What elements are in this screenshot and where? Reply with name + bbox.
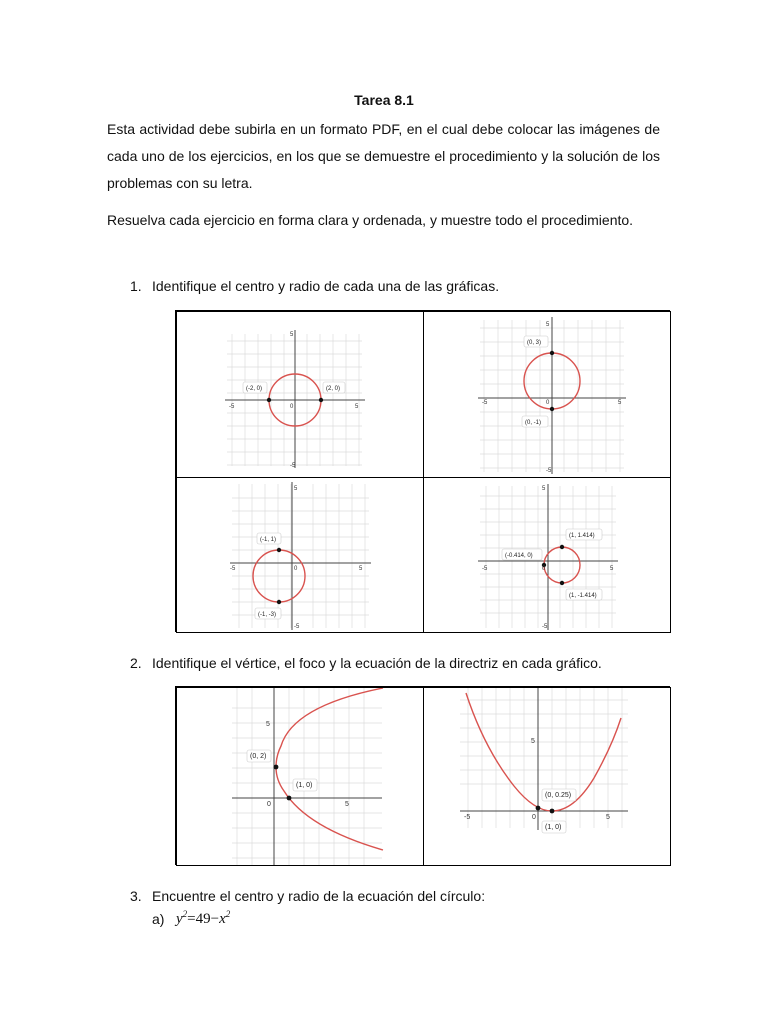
- question-2-number: 2.: [130, 655, 142, 671]
- tick-label-xmin: -5: [482, 400, 488, 406]
- circle-graph-3: [176, 477, 424, 633]
- question-1-number: 1.: [130, 278, 142, 294]
- equation-y: y: [176, 911, 183, 927]
- equation-middle: =49−: [187, 911, 220, 927]
- tick-label-ymin: -5: [546, 468, 552, 474]
- circle-equation: [176, 909, 230, 928]
- question-3-text: Encuentre el centro y radio de la ecuación del círculo:: [152, 888, 486, 904]
- intro-paragraph-1: Esta actividad debe subirla en un formato PDF, en el cual debe colocar las imágenes de cada uno de los ejercicios, en los que se demuestre el procedimiento y la solución de los problemas con su letra.: [107, 121, 660, 191]
- tick-label-origin: 0: [294, 566, 298, 572]
- intro-paragraph-2: Resuelva cada ejercicio en forma clara y ordenada, y muestre todo el procedimiento.: [107, 212, 634, 228]
- point-label: (1, 0): [296, 782, 313, 789]
- tick-label-ymin: -5: [542, 624, 548, 630]
- tick-label-xmin: -5: [230, 566, 236, 572]
- tick-label-y5: 5: [531, 738, 535, 745]
- tick-label-xmax: 5: [610, 566, 614, 572]
- circle-graph-2: [423, 311, 671, 478]
- circle-graphs-table: [175, 310, 670, 632]
- circle-graph-4: [423, 477, 671, 633]
- point-label: (1, -1.414): [569, 593, 597, 599]
- tick-label-origin: 0: [290, 404, 294, 410]
- tick-label-xmin: -5: [464, 814, 471, 821]
- point-label: (-0.414, 0): [505, 553, 533, 559]
- question-3-number: 3.: [130, 888, 142, 904]
- tick-label-xmin: -5: [229, 404, 235, 410]
- point-label: (0, 0.25): [545, 792, 572, 799]
- tick-label-ymax: 5: [542, 486, 546, 492]
- question-1-text: Identifique el centro y radio de cada una de las gráficas.: [152, 278, 500, 294]
- parabola-graph-2: [423, 687, 671, 866]
- point-label: (-2, 0): [246, 386, 263, 392]
- circle-graph-1: [176, 311, 424, 478]
- point-label: (-1, -3): [258, 612, 276, 618]
- question-2-text: Identifique el vértice, el foco y la ecuación de la directriz en cada gráfico.: [152, 655, 602, 671]
- tick-label-xmax: 5: [618, 400, 622, 406]
- question-3a-label: a): [152, 911, 165, 927]
- tick-label-ymax: 5: [294, 486, 298, 492]
- point-label: (0, -1): [525, 420, 542, 426]
- tick-label-origin: 0: [546, 400, 550, 406]
- equation-exponent: 2: [182, 909, 188, 919]
- tick-label-ymin: -5: [294, 624, 300, 630]
- tick-label-xmax: 5: [359, 566, 363, 572]
- tick-label-x5: 5: [345, 801, 349, 808]
- point-label: (1, 0): [545, 824, 562, 831]
- tick-label-xmax: 5: [355, 404, 359, 410]
- tick-label-origin: 0: [542, 566, 546, 572]
- equation-exponent: 2: [225, 909, 231, 919]
- parabola-graph-1: [176, 687, 424, 866]
- tick-label-x5: 5: [606, 814, 610, 821]
- tick-label-ymin: -5: [290, 463, 296, 469]
- equation-x: x: [219, 911, 226, 927]
- parabola-graphs-table: [175, 686, 670, 865]
- page-title: Tarea 8.1: [354, 92, 414, 108]
- point-label: (0, 2): [250, 753, 267, 760]
- point-label: (1, 1.414): [569, 533, 595, 539]
- tick-label-xmin: -5: [482, 566, 488, 572]
- tick-label-origin: 0: [267, 801, 271, 808]
- tick-label-y5: 5: [266, 721, 270, 728]
- tick-label-ymax: 5: [290, 332, 294, 338]
- tick-label-origin: 0: [532, 814, 536, 821]
- tick-label-ymax: 5: [546, 322, 550, 328]
- point-label: (0, 3): [527, 340, 542, 346]
- point-label: (2, 0): [326, 386, 341, 392]
- point-label: (-1, 1): [260, 537, 277, 543]
